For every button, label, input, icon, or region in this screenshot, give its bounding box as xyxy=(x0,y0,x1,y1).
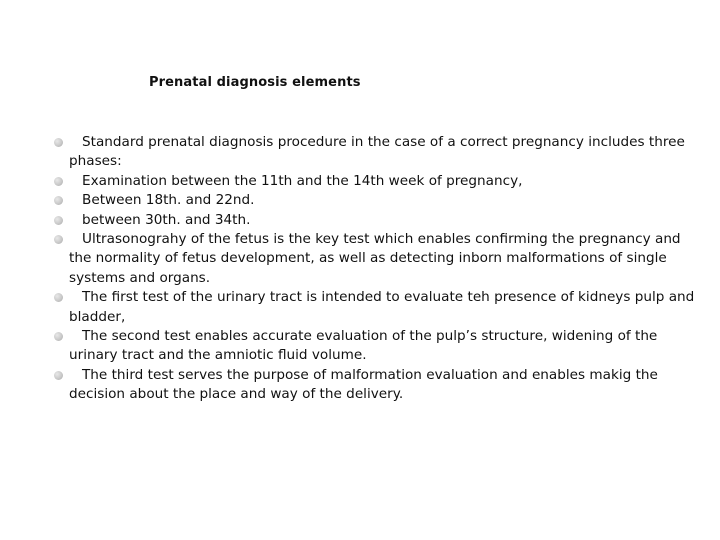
bullet-text: Standard prenatal diagnosis procedure in the case of a correct pregnancy includes three phases: xyxy=(69,134,685,170)
bullet-item xyxy=(52,133,702,172)
bullet-icon xyxy=(54,235,63,244)
bullet-icon xyxy=(54,293,63,302)
bullet-text: Ultrasonograhy of the fetus is the key test which enables confirming the pregnancy and the normality of fetus development, as well as detecting inborn malformations of single systems and organs. xyxy=(69,231,681,286)
bullet-icon xyxy=(54,216,63,225)
bullet-icon xyxy=(54,332,63,341)
bullet-item xyxy=(52,288,702,327)
bullet-item xyxy=(52,211,702,230)
bullet-text: Examination between the 11th and the 14th week of pregnancy, xyxy=(82,172,523,189)
bullet-item xyxy=(52,172,702,191)
bullet-text: The third test serves the purpose of malformation evaluation and enables makig the decision about the place and way of the delivery. xyxy=(69,366,658,403)
bullet-icon xyxy=(54,177,63,186)
bullet-icon xyxy=(54,138,63,147)
bullet-item xyxy=(52,230,702,288)
bullet-item xyxy=(52,327,702,366)
bullet-item xyxy=(52,191,702,210)
bullet-text: between 30th. and 34th. xyxy=(82,211,251,228)
bullet-item xyxy=(52,366,702,405)
slide-title: Prenatal diagnosis elements xyxy=(149,75,361,90)
bullet-list xyxy=(52,133,702,405)
bullet-text: The first test of the urinary tract is intended to evaluate teh presence of kidneys pulp and bladder, xyxy=(69,289,695,325)
bullet-icon xyxy=(54,371,63,380)
bullet-icon xyxy=(54,196,63,205)
bullet-text: Between 18th. and 22nd. xyxy=(82,192,255,209)
bullet-text: The second test enables accurate evaluation of the pulp’s structure, widening of the urinary tract and the amniotic fluid volume. xyxy=(69,328,658,364)
